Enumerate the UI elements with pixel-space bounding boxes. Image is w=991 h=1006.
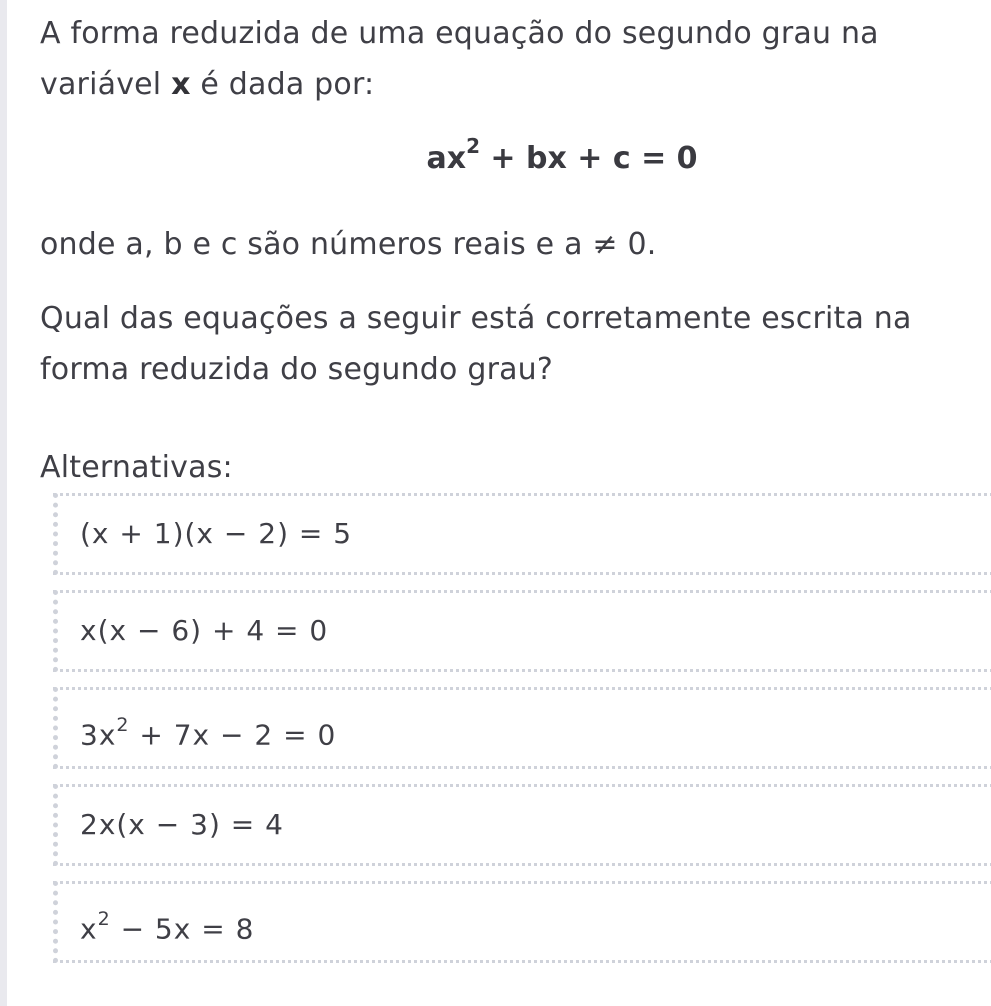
alternative-option-3[interactable] xyxy=(53,687,991,769)
alternative-option-4[interactable] xyxy=(53,784,991,866)
variable-x: x xyxy=(171,67,191,102)
intro-line-2-suffix: é dada por: xyxy=(190,67,375,102)
general-formula xyxy=(40,134,991,176)
question-container xyxy=(40,8,980,485)
option-text: (x + 1)(x − 2) = 5 xyxy=(80,517,353,550)
option-base: 3x xyxy=(80,718,117,752)
alternative-option-5[interactable] xyxy=(53,881,991,963)
prompt-line-2: forma reduzida do segundo grau? xyxy=(40,352,554,387)
option-text xyxy=(80,884,254,967)
intro-line-2-prefix: variável xyxy=(40,67,172,102)
option-text: x(x − 6) + 4 = 0 xyxy=(80,614,329,647)
alternative-option-1[interactable] xyxy=(53,493,991,575)
option-exponent: 2 xyxy=(97,908,111,930)
option-text xyxy=(80,690,336,773)
intro-text xyxy=(40,8,980,110)
formula-base: ax xyxy=(426,141,467,176)
option-rest: + 7x − 2 = 0 xyxy=(129,718,337,752)
intro-line-1: A forma reduzida de uma equação do segundo grau na xyxy=(40,16,879,51)
formula-exponent: 2 xyxy=(466,134,480,158)
option-rest: − 5x = 8 xyxy=(110,912,255,946)
formula-rest: + bx + c = 0 xyxy=(479,141,698,176)
alternative-option-2[interactable] xyxy=(53,590,991,672)
prompt-line-1: Qual das equações a seguir está corretamente escrita na xyxy=(40,301,912,336)
question-prompt xyxy=(40,293,980,395)
option-exponent: 2 xyxy=(116,714,130,736)
option-base: x xyxy=(80,912,98,946)
left-border-rule xyxy=(0,0,7,1006)
alternatives-label: Alternativas: xyxy=(40,450,233,485)
alternatives-list xyxy=(53,493,991,978)
option-text: 2x(x − 3) = 4 xyxy=(80,808,284,841)
where-text: onde a, b e c são números reais e a ≠ 0. xyxy=(40,227,657,262)
